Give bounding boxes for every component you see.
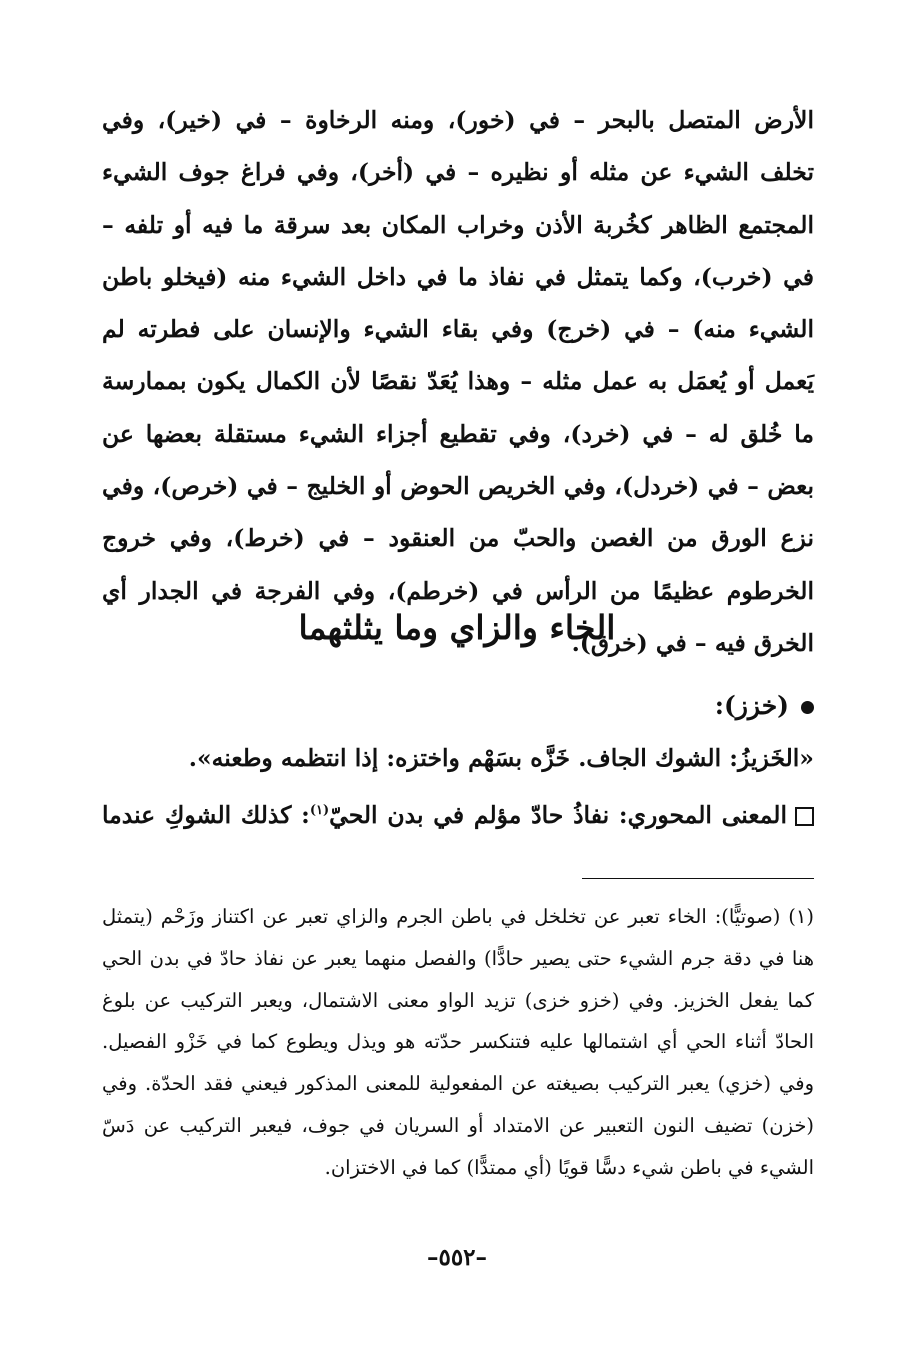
entry-meaning-tail: : كذلك الشوكِ عندما [102, 801, 310, 829]
bullet-icon [801, 701, 814, 714]
entry-root [102, 688, 814, 724]
entry-definition: «الخَزيزُ: الشوك الجاف. خَزَّه بسَهْم واختزه: إذا انتظمه وطعنه». [188, 744, 814, 772]
section-heading: الخاء والزاي وما يثلثهما [298, 608, 616, 647]
entry-meaning-text: المعنى المحوري: نفاذُ حادّ مؤلم في بدن الحيّ [329, 801, 787, 829]
square-box-icon [795, 807, 814, 826]
entry-root-label: (خزز): [714, 691, 789, 720]
page-number: –٥٥٢– [426, 1244, 488, 1271]
footnote-marker: (١) [309, 803, 330, 819]
main-paragraph: الأرض المتصل بالبحر – في (خور)، ومنه الرخاوة – في (خير)، وفي تخلف الشيء عن مثله أو نظيره – في (أخر)، وفي فراغ جوف الشيء المجتمع الظاهر كخُربة الأذن وخراب المكان بعد سرقة ما فيه أو تلفه – في (خرب)، وكما يتمثل في نفاذ ما في داخل الشيء منه (فيخلو باطن الشيء منه) – في (خرج) وفي بقاء الشيء والإنسان على فطرته لم يَعمل أو يُعمَل به عمل مثله – وهذا يُعَدّ نقصًا لأن الكمال يكون بممارسة ما خُلق له – في (خرد)، وفي تقطيع أجزاء الشيء مستقلة بعضها عن بعض – في (خردل)، وفي الخريص الحوض أو الخليج – في (خرص)، وفي نزع الورق من الغصن والحبّ من العنقود – في (خرط)، وفي خروج الخرطوم عظيمًا من الرأس في (خرطم)، وفي الفرجة في الجدار أي الخرق فيه – في (خرق). [102, 106, 814, 657]
footnote: (١) (صوتيًّا): الخاء تعبر عن تخلخل في باطن الجرم والزاي تعبر عن اكتناز وزَحْم (يتمثل هنا في دقة جرم الشيء حتى يصير حادًّا) والفصل منهما يعبر عن نفاذ حادّ في بدن الحي كما يفعل الخزيز. وفي (خزو خزى) تزيد الواو معنى الاشتمال، ويعبر التركيب عن بلوغ الحادّ أثناء الحي أي اشتمالها عليه فتنكسر حدّته هو ويذل ويطوع كما في خَزْو الفصيل. وفي (خزي) يعبر التركيب بصيغته عن المفعولية للمعنى المذكور فيعني فقد الحدّة. وفي (خزن) تضيف النون التعبير عن الامتداد أو السريان في جوف، فيعبر التركيب عن دَسّ الشيء في باطن شيء دسًّا قويًا (أي ممتدًّا) كما في الاختزان. [102, 905, 814, 1179]
entry-meaning [102, 796, 814, 834]
footnote-divider [582, 878, 814, 879]
